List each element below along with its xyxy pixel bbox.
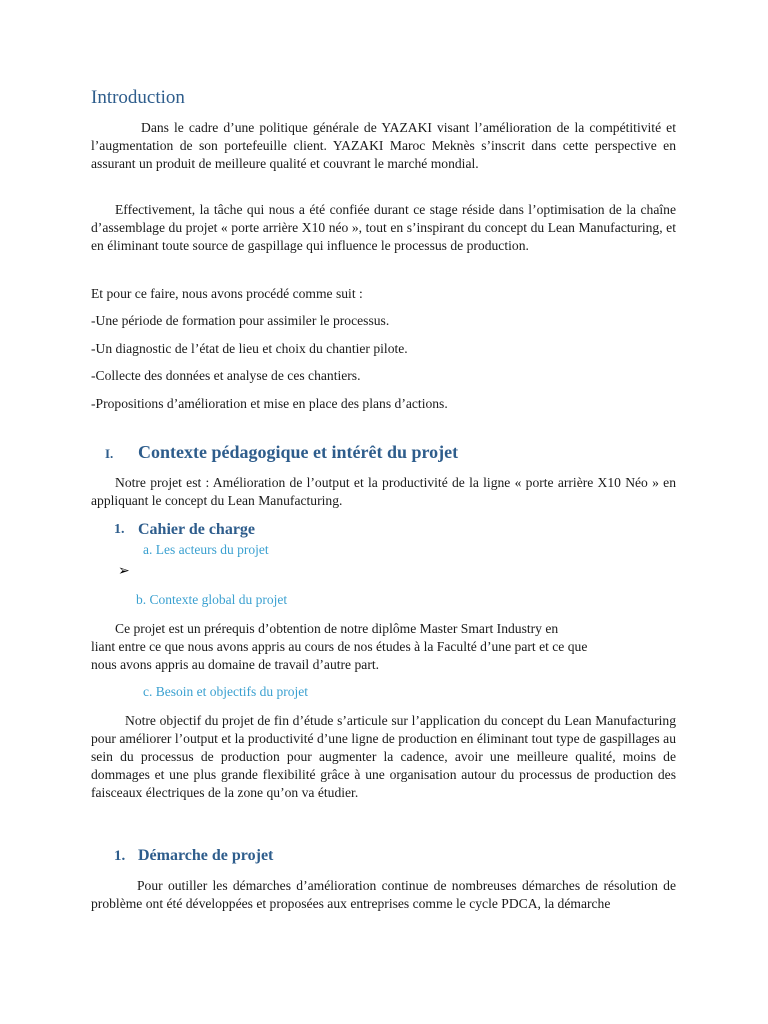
subitem-c-title: c. Besoin et objectifs du projet	[143, 684, 308, 699]
subsection-demarche-paragraph: Pour outiller les démarches d’amélioration continue de nombreuses démarches de résolution de problème ont été développées et proposées aux entreprises comme le cycle PDCA, la démarche	[91, 878, 676, 911]
subitem-b-title: b. Contexte global du projet	[136, 592, 288, 607]
intro-paragraph-1: Dans le cadre d’une politique générale de YAZAKI visant l’amélioration de la compétitivité et l’augmentation de son portefeuille client. YAZAKI Maroc Meknès s’inscrit dans cette perspective en assurant un produit de meilleure qualité et couvrant le marché mondial.	[91, 120, 676, 171]
subitem-a-title: a. Les acteurs du projet	[143, 542, 269, 557]
subitem-c-paragraph: Notre objectif du projet de fin d’étude s’articule sur l’application du concept du Lean Manufacturing pour améliorer l’output et la productivité d’une ligne de production en éliminant tout type de gaspillages au sein du processus de production pour augmenter la cadence, avoir une meilleure qualité, moins de dommages et une plus grande flexibilité grâce à une organisation autour du processus de production des faisceaux électriques de la zone qu’on va étudier.	[91, 713, 676, 800]
arrow-bullet-icon: ➢	[118, 563, 130, 579]
subitem-b-line-1: Ce projet est un prérequis d’obtention de notre diplôme Master Smart Industry en	[115, 621, 559, 636]
subsection-demarche-number: 1.	[114, 848, 126, 864]
intro-step-3: -Collecte des données et analyse de ces chantiers.	[91, 368, 361, 383]
section-1-title: Contexte pédagogique et intérêt du projet	[138, 442, 459, 462]
intro-paragraph-2: Effectivement, la tâche qui nous a été confiée durant ce stage réside dans l’optimisation de la chaîne d’assemblage du projet « porte arrière X10 néo », tout en s’inspirant du concept du Lean Manufacturing, et en éliminant toute source de gaspillage qui influence le processus de production.	[91, 202, 676, 253]
subitem-b-line-3: nous avons appris au domaine de travail d’autre part.	[91, 657, 380, 672]
subitem-b-line-2: liant entre ce que nous avons appris au cours de nos études à la Faculté d’une part et ce que	[91, 639, 588, 654]
subsection-cahier-number: 1.	[114, 522, 125, 537]
intro-step-1: -Une période de formation pour assimiler le processus.	[91, 313, 390, 328]
section-1-numeral: I.	[105, 446, 114, 461]
intro-step-4: -Propositions d’amélioration et mise en place des plans d’actions.	[91, 396, 448, 411]
intro-heading: Introduction	[91, 87, 185, 108]
intro-step-2: -Un diagnostic de l’état de lieu et choix du chantier pilote.	[91, 341, 408, 356]
section-1-paragraph: Notre projet est : Amélioration de l’output et la productivité de la ligne « porte arrière X10 Néo » en appliquant le concept du Lean Manufacturing.	[91, 475, 676, 508]
subsection-cahier-title: Cahier de charge	[138, 521, 256, 538]
subsection-demarche-title: Démarche de projet	[138, 847, 274, 864]
intro-paragraph-3: Et pour ce faire, nous avons procédé comme suit :	[91, 286, 363, 301]
